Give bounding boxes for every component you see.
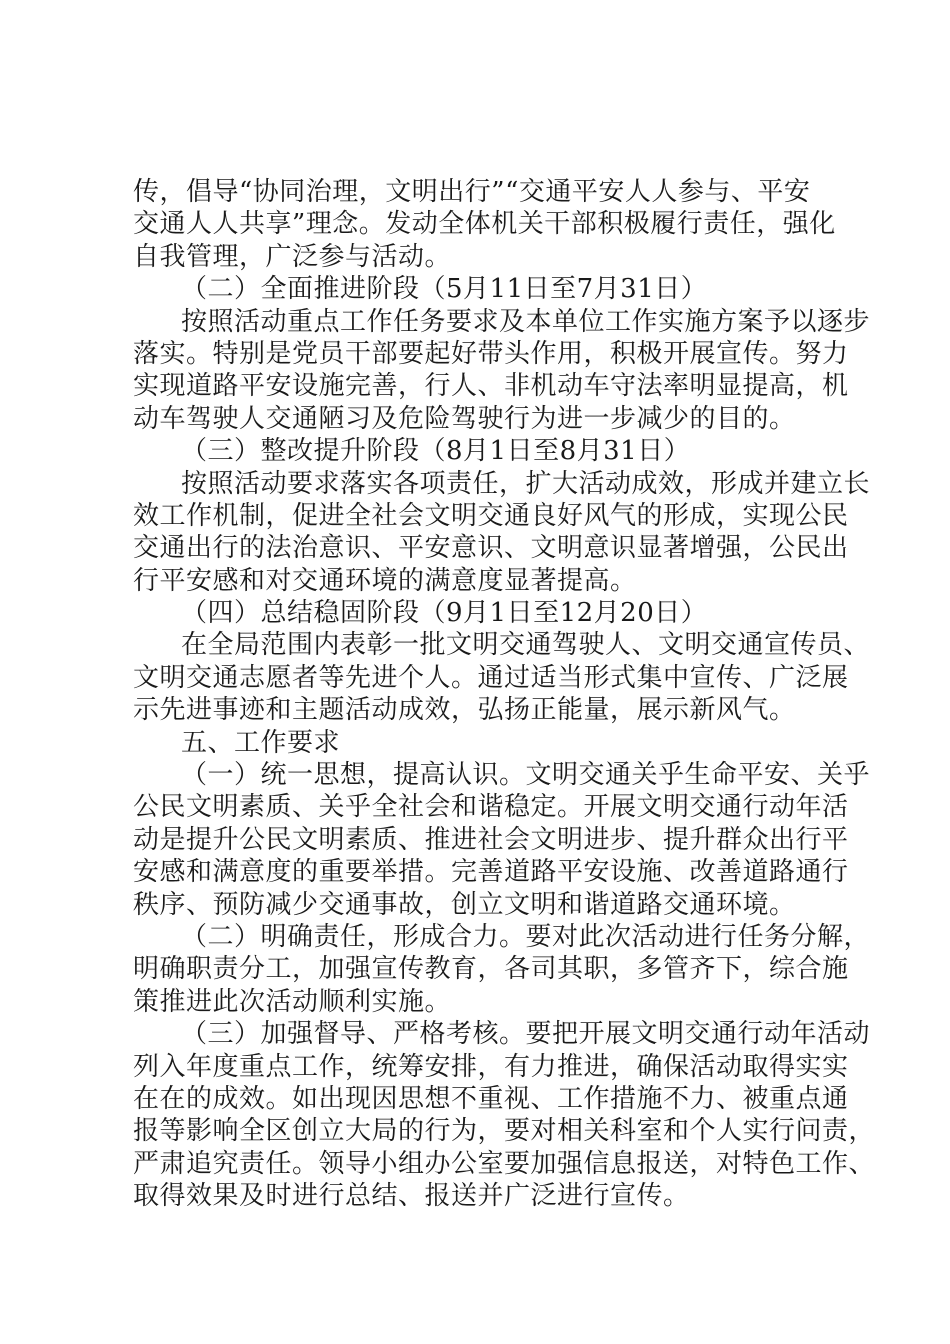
text-line: 报等影响全区创立大局的行为，要对相关科室和个人实行问责， <box>133 1116 876 1147</box>
text-line: （二）明确责任，形成合力。要对此次活动进行任务分解， <box>181 921 871 952</box>
text-line: 在全局范围内表彰一批文明交通驾驶人、文明交通宣传员、 <box>181 630 871 661</box>
text-line: 取得效果及时进行总结、报送并广泛进行宣传。 <box>133 1181 690 1212</box>
text-line: 按照活动要求落实各项责任，扩大活动成效，形成并建立长 <box>181 468 871 499</box>
text-line: 交通人人共享”理念。发动全体机关干部积极履行责任，强化 <box>133 209 836 240</box>
section-heading: 五、工作要求 <box>181 727 341 758</box>
text-line: 动车驾驶人交通陋习及危险驾驶行为进一步减少的目的。 <box>133 403 796 434</box>
text-line: 行平安感和对交通环境的满意度显著提高。 <box>133 565 637 596</box>
text-line: 公民文明素质、关乎全社会和谐稳定。开展文明交通行动年活 <box>133 792 849 823</box>
text-line: 按照活动重点工作任务要求及本单位工作实施方案予以逐步 <box>181 306 871 337</box>
text-line: 安感和满意度的重要举措。完善道路平安设施、改善道路通行 <box>133 857 849 888</box>
text-line: 文明交通志愿者等先进个人。通过适当形式集中宣传、广泛展 <box>133 662 849 693</box>
section-heading: （三）整改提升阶段（8月1日至8月31日） <box>181 436 691 467</box>
text-line: 动是提升公民文明素质、推进社会文明进步、提升群众出行平 <box>133 824 849 855</box>
text-line: 落实。特别是党员干部要起好带头作用，积极开展宣传。努力 <box>133 338 849 369</box>
text-line: （一）统一思想，提高认识。文明交通关乎生命平安、关乎 <box>181 760 871 791</box>
text-line: 自我管理，广泛参与活动。 <box>133 241 452 272</box>
text-line: 实现道路平安设施完善，行人、非机动车守法率明显提高，机 <box>133 371 849 402</box>
text-line: 明确职责分工，加强宣传教育，各司其职，多管齐下，综合施 <box>133 954 849 985</box>
text-line: 传，倡导“协同治理，文明出行”“交通平安人人参与、平安 <box>133 177 811 207</box>
section-heading: （二）全面推进阶段（5月11日至7月31日） <box>181 274 708 305</box>
text-line: 严肃追究责任。领导小组办公室要加强信息报送，对特色工作、 <box>133 1148 876 1179</box>
text-line: 示先进事迹和主题活动成效，弘扬正能量，展示新风气。 <box>133 695 796 726</box>
text-line: 在在的成效。如出现因思想不重视、工作措施不力、被重点通 <box>133 1083 849 1114</box>
text-line: 效工作机制，促进全社会文明交通良好风气的形成，实现公民 <box>133 500 849 531</box>
text-line: 秩序、预防减少交通事故，创立文明和谐道路交通环境。 <box>133 889 796 920</box>
section-heading: （四）总结稳固阶段（9月1日至12月20日） <box>181 598 708 629</box>
text-line: 交通出行的法治意识、平安意识、文明意识显著增强，公民出 <box>133 533 849 564</box>
text-line: （三）加强督导、严格考核。要把开展文明交通行动年活动 <box>181 1019 871 1050</box>
text-line: 列入年度重点工作，统筹安排，有力推进，确保活动取得实实 <box>133 1051 849 1082</box>
text-line: 策推进此次活动顺利实施。 <box>133 986 452 1017</box>
